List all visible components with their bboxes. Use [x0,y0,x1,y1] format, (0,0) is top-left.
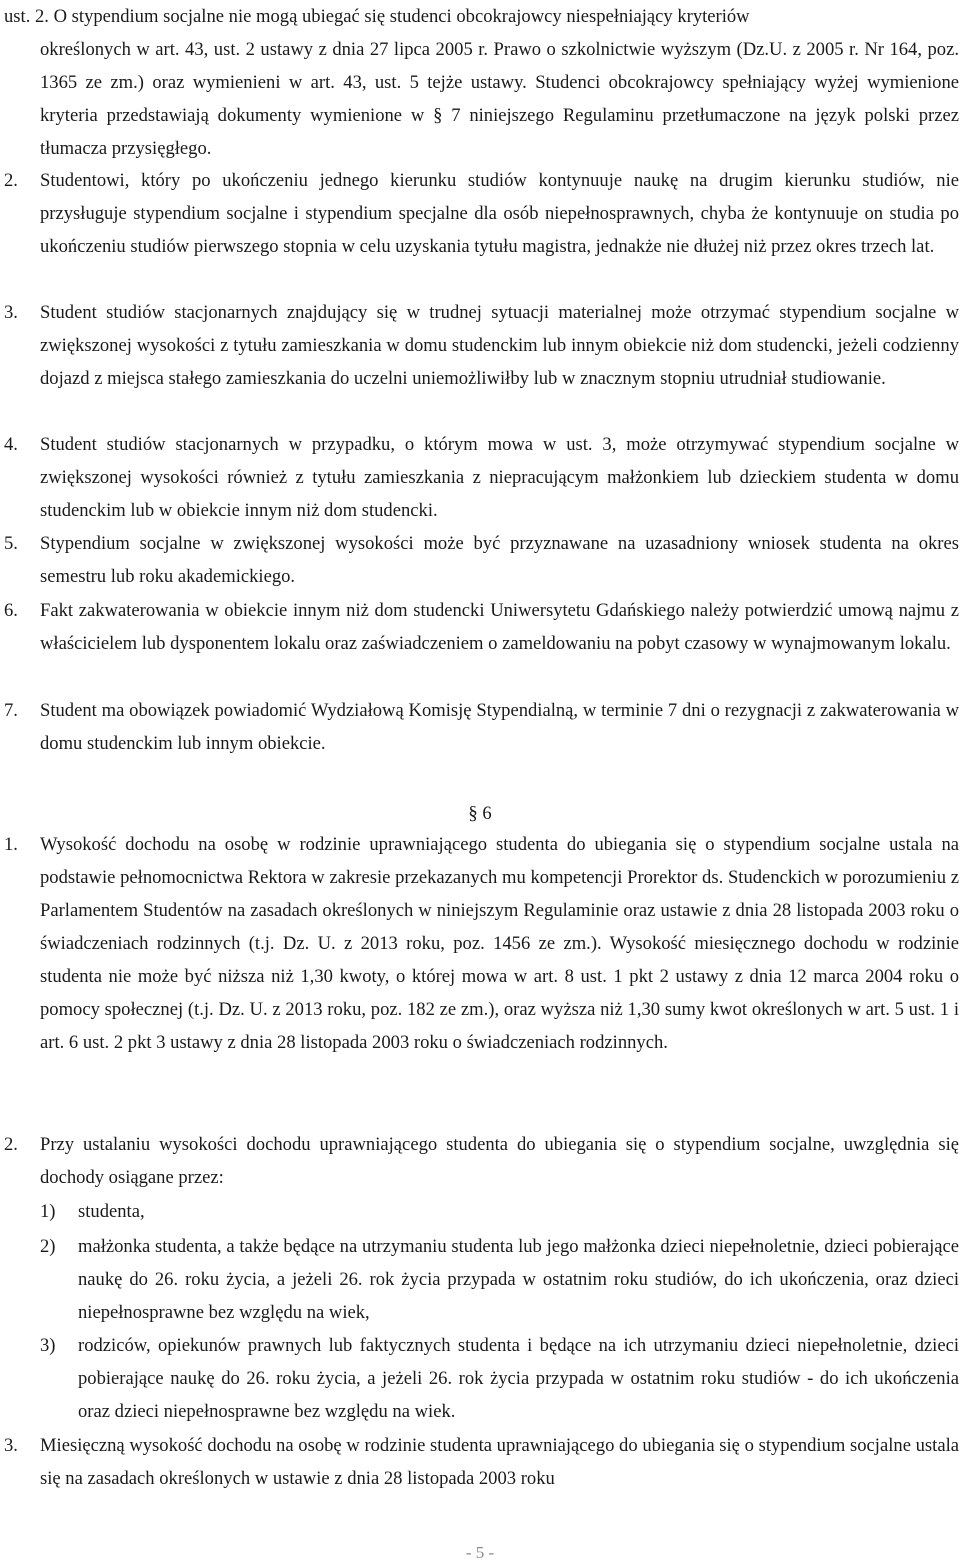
section-sign: § [468,803,478,824]
item-number: 2. [4,170,18,191]
list-item [4,594,959,660]
list-item [4,296,959,395]
list-item [4,1429,959,1495]
subitem-text: małżonka studenta, a także będące na utrzymaniu studenta lub jego małżonka dzieci niepełnoletnie, dzieci pobierające naukę do 26. roku życia, a jeżeli 26. rok życia przypada w ostatnim roku studiów, do ich ukończenia, oraz dzieci niepełnosprawne bez względu na wiek, [78,1236,959,1323]
item-text: Studentowi, który po ukończeniu jednego kierunku studiów kontynuuje naukę na drugim kierunku studiów, nie przysługuje stypendium socjalne i stypendium specjalne dla osób niepełnosprawnych, chyba że kontynuuje on studia po ukończeniu studiów pierwszego stopnia w celu uzyskania tytułu magistra, jednakże nie dłużej niż przez okres trzech lat. [40,170,959,257]
item-number: 3. [4,1435,18,1456]
subitem-number: 2) [40,1236,56,1257]
item-number: 6. [4,600,18,621]
list-item [4,828,959,1059]
sub-list-item [4,1230,959,1329]
item-text: Przy ustalaniu wysokości dochodu uprawniającego studenta do ubiegania się o stypendium socjalne, uwzględnia się dochody osiągane przez: [40,1134,959,1188]
item-number: 7. [4,700,18,721]
item-text: Student studiów stacjonarnych znajdujący się w trudnej sytuacji materialnej może otrzymać stypendium socjalne w zwiększonej wysokości z tytułu zamieszkania w domu studenckim lub innym obiekcie niż dom studencki, jeżeli codzienny dojazd z miejsca stałego zamieszkania do uczelni uniemożliwiłby lub w znacznym stopniu utrudniał studiowanie. [40,302,959,389]
section-number: 6 [482,803,492,824]
item-text: Fakt zakwaterowania w obiekcie innym niż dom studencki Uniwersytetu Gdańskiego należy potwierdzić umową najmu z właścicielem lub dysponentem lokalu oraz zaświadczeniem o zameldowaniu na pobyt czasowy w wynajmowanym lokalu. [40,600,959,654]
list-item [4,1128,959,1194]
list-item [4,694,959,760]
list-item [4,164,959,263]
subitem-number: 3) [40,1335,56,1356]
list-item [4,428,959,527]
section-heading [0,797,960,830]
item-text: Wysokość dochodu na osobę w rodzinie uprawniającego studenta do ubiegania się o stypendium socjalne ustala na podstawie pełnomocnictwa Rektora w zakresie przekazanych mu kompetencji Prorektor ds. Studenckich w porozumieniu z Parlamentem Studentów na zasadach określonych w niniejszym Regulaminie oraz ustawie z dnia 28 listopada 2003 roku o świadczeniach rodzinnych (t.j. Dz. U. z 2013 roku, poz. 1456 ze zm.). Wysokość miesięcznego dochodu w rodzinie studenta nie może być niższa niż 1,30 kwoty, o której mowa w art. 8 ust. 1 pkt 2 ustawy z dnia 12 marca 2004 roku o pomocy społecznej (t.j. Dz. U. z 2013 roku, poz. 182 ze zm.), oraz wyższa niż 1,30 sumy kwot określonych w art. 5 ust. 1 i art. 6 ust. 2 pkt 3 ustawy z dnia 28 listopada 2003 roku o świadczeniach rodzinnych. [40,834,959,1053]
subitem-text: studenta, [78,1201,145,1222]
subitem-number: 1) [40,1201,56,1222]
item-number: 3. [4,302,18,323]
item-number: 1. [4,834,18,855]
paragraph-continuation [4,33,959,165]
sub-list-item [4,1195,959,1228]
item-number: 2. [4,1134,18,1155]
subitem-text: rodziców, opiekunów prawnych lub faktycznych studenta i będące na ich utrzymaniu dzieci niepełnoletnie, dzieci pobierające naukę do 26. roku życia, a jeżeli 26. rok życia przypada w ostatnim roku studiów - do ich ukończenia oraz dzieci niepełnosprawne bez względu na wiek. [78,1335,959,1422]
item-text: Student studiów stacjonarnych w przypadku, o którym mowa w ust. 3, może otrzymywać stypendium socjalne w zwiększonej wysokości również z tytułu zamieszkania z niepracującym małżonkiem lub dzieckiem studenta w domu studenckim lub w obiekcie innym niż dom studencki. [40,434,959,521]
paragraph-text: określonych w art. 43, ust. 2 ustawy z dnia 27 lipca 2005 r. Prawo o szkolnictwie wyższym (Dz.U. z 2005 r. Nr 164, poz. 1365 ze zm.) oraz wymienieni w art. 43, ust. 5 tejże ustawy. Studenci obcokrajowcy spełniający wyżej wymienione kryteria przedstawiają dokumenty wymienione w § 7 niniejszego Regulaminu przetłumaczone na język polski przez tłumacza przysięgłego. [40,39,959,159]
item-text: Stypendium socjalne w zwiększonej wysokości może być przyznawane na uzasadniony wniosek studenta na okres semestru lub roku akademickiego. [40,533,959,587]
item-text: Miesięczną wysokość dochodu na osobę w rodzinie studenta uprawniającego do ubiegania się o stypendium socjalne ustala się na zasadach określonych w ustawie z dnia 28 listopada 2003 roku [40,1435,959,1489]
sub-list-item [4,1329,959,1428]
item-number: 5. [4,533,18,554]
page-number: - 5 - [465,1543,495,1562]
list-item [4,527,959,593]
item-text: Student ma obowiązek powiadomić Wydziałową Komisję Stypendialną, w terminie 7 dni o rezygnacji z zakwaterowania w domu studenckim lub innym obiekcie. [40,700,959,754]
continuation-line: ust. 2. O stypendium socjalne nie mogą ubiegać się studenci obcokrajowcy niespełniający kryteriów [4,6,750,27]
item-number: 4. [4,434,18,455]
